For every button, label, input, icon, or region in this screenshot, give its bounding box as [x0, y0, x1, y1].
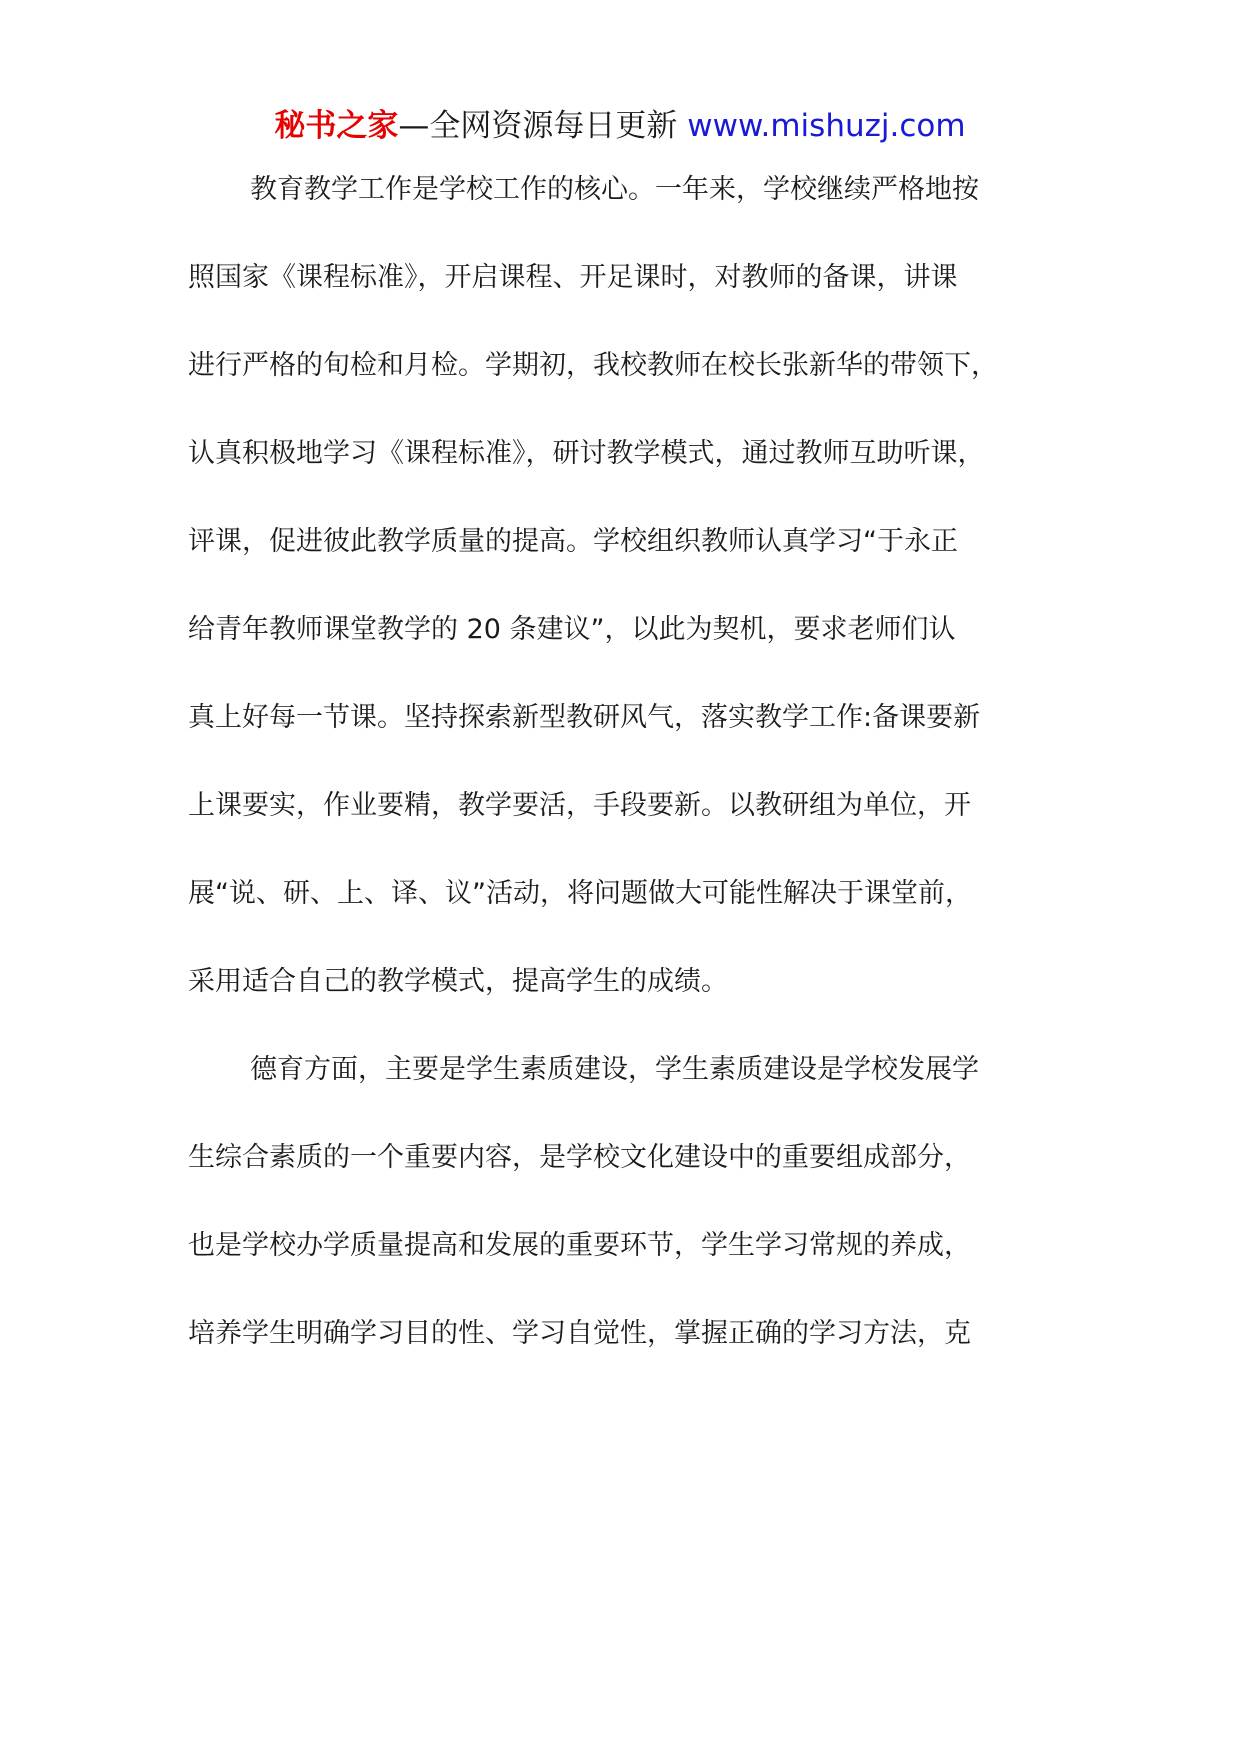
brand-name: 秘书之家: [274, 108, 399, 144]
text-line: 上课要实，作业要精，教学要活，手段要新。以教研组为单位，开: [188, 790, 971, 821]
text-line: 照国家《课程标准》，开启课程、开足课时，对教师的备课，讲课: [188, 262, 958, 293]
text-line: 真上好每一节课。坚持探索新型教研风气，落实教学工作:备课要新: [188, 702, 981, 733]
text-line: 采用适合自己的教学模式，提高学生的成绩。: [188, 966, 728, 997]
text-line: 生综合素质的一个重要内容，是学校文化建设中的重要组成部分，: [188, 1142, 971, 1173]
text-line: 评课，促进彼此教学质量的提高。学校组织教师认真学习“于永正: [188, 526, 958, 557]
site-url-link[interactable]: www.mishuzj.com: [687, 108, 966, 144]
header-tagline: —全网资源每日更新: [398, 108, 678, 144]
text-line: 展“说、研、上、译、议”活动，将问题做大可能性解决于课堂前，: [188, 878, 972, 909]
text-line: 也是学校办学质量提高和发展的重要环节，学生学习常规的养成，: [188, 1230, 971, 1261]
text-line: 培养学生明确学习目的性、学习自觉性，掌握正确的学习方法，克: [188, 1318, 971, 1349]
text-line: 教育教学工作是学校工作的核心。一年来，学校继续严格地按: [250, 174, 979, 205]
text-line: 给青年教师课堂教学的 20 条建议”，以此为契机，要求老师们认: [188, 614, 956, 645]
page-header: [0, 104, 1240, 148]
text-line: 德育方面，主要是学生素质建设，学生素质建设是学校发展学: [250, 1054, 979, 1085]
text-line: 认真积极地学习《课程标准》，研讨教学模式，通过教师互助听课，: [188, 438, 985, 469]
text-line: 进行严格的旬检和月检。学期初，我校教师在校长张新华的带领下，: [188, 350, 998, 381]
